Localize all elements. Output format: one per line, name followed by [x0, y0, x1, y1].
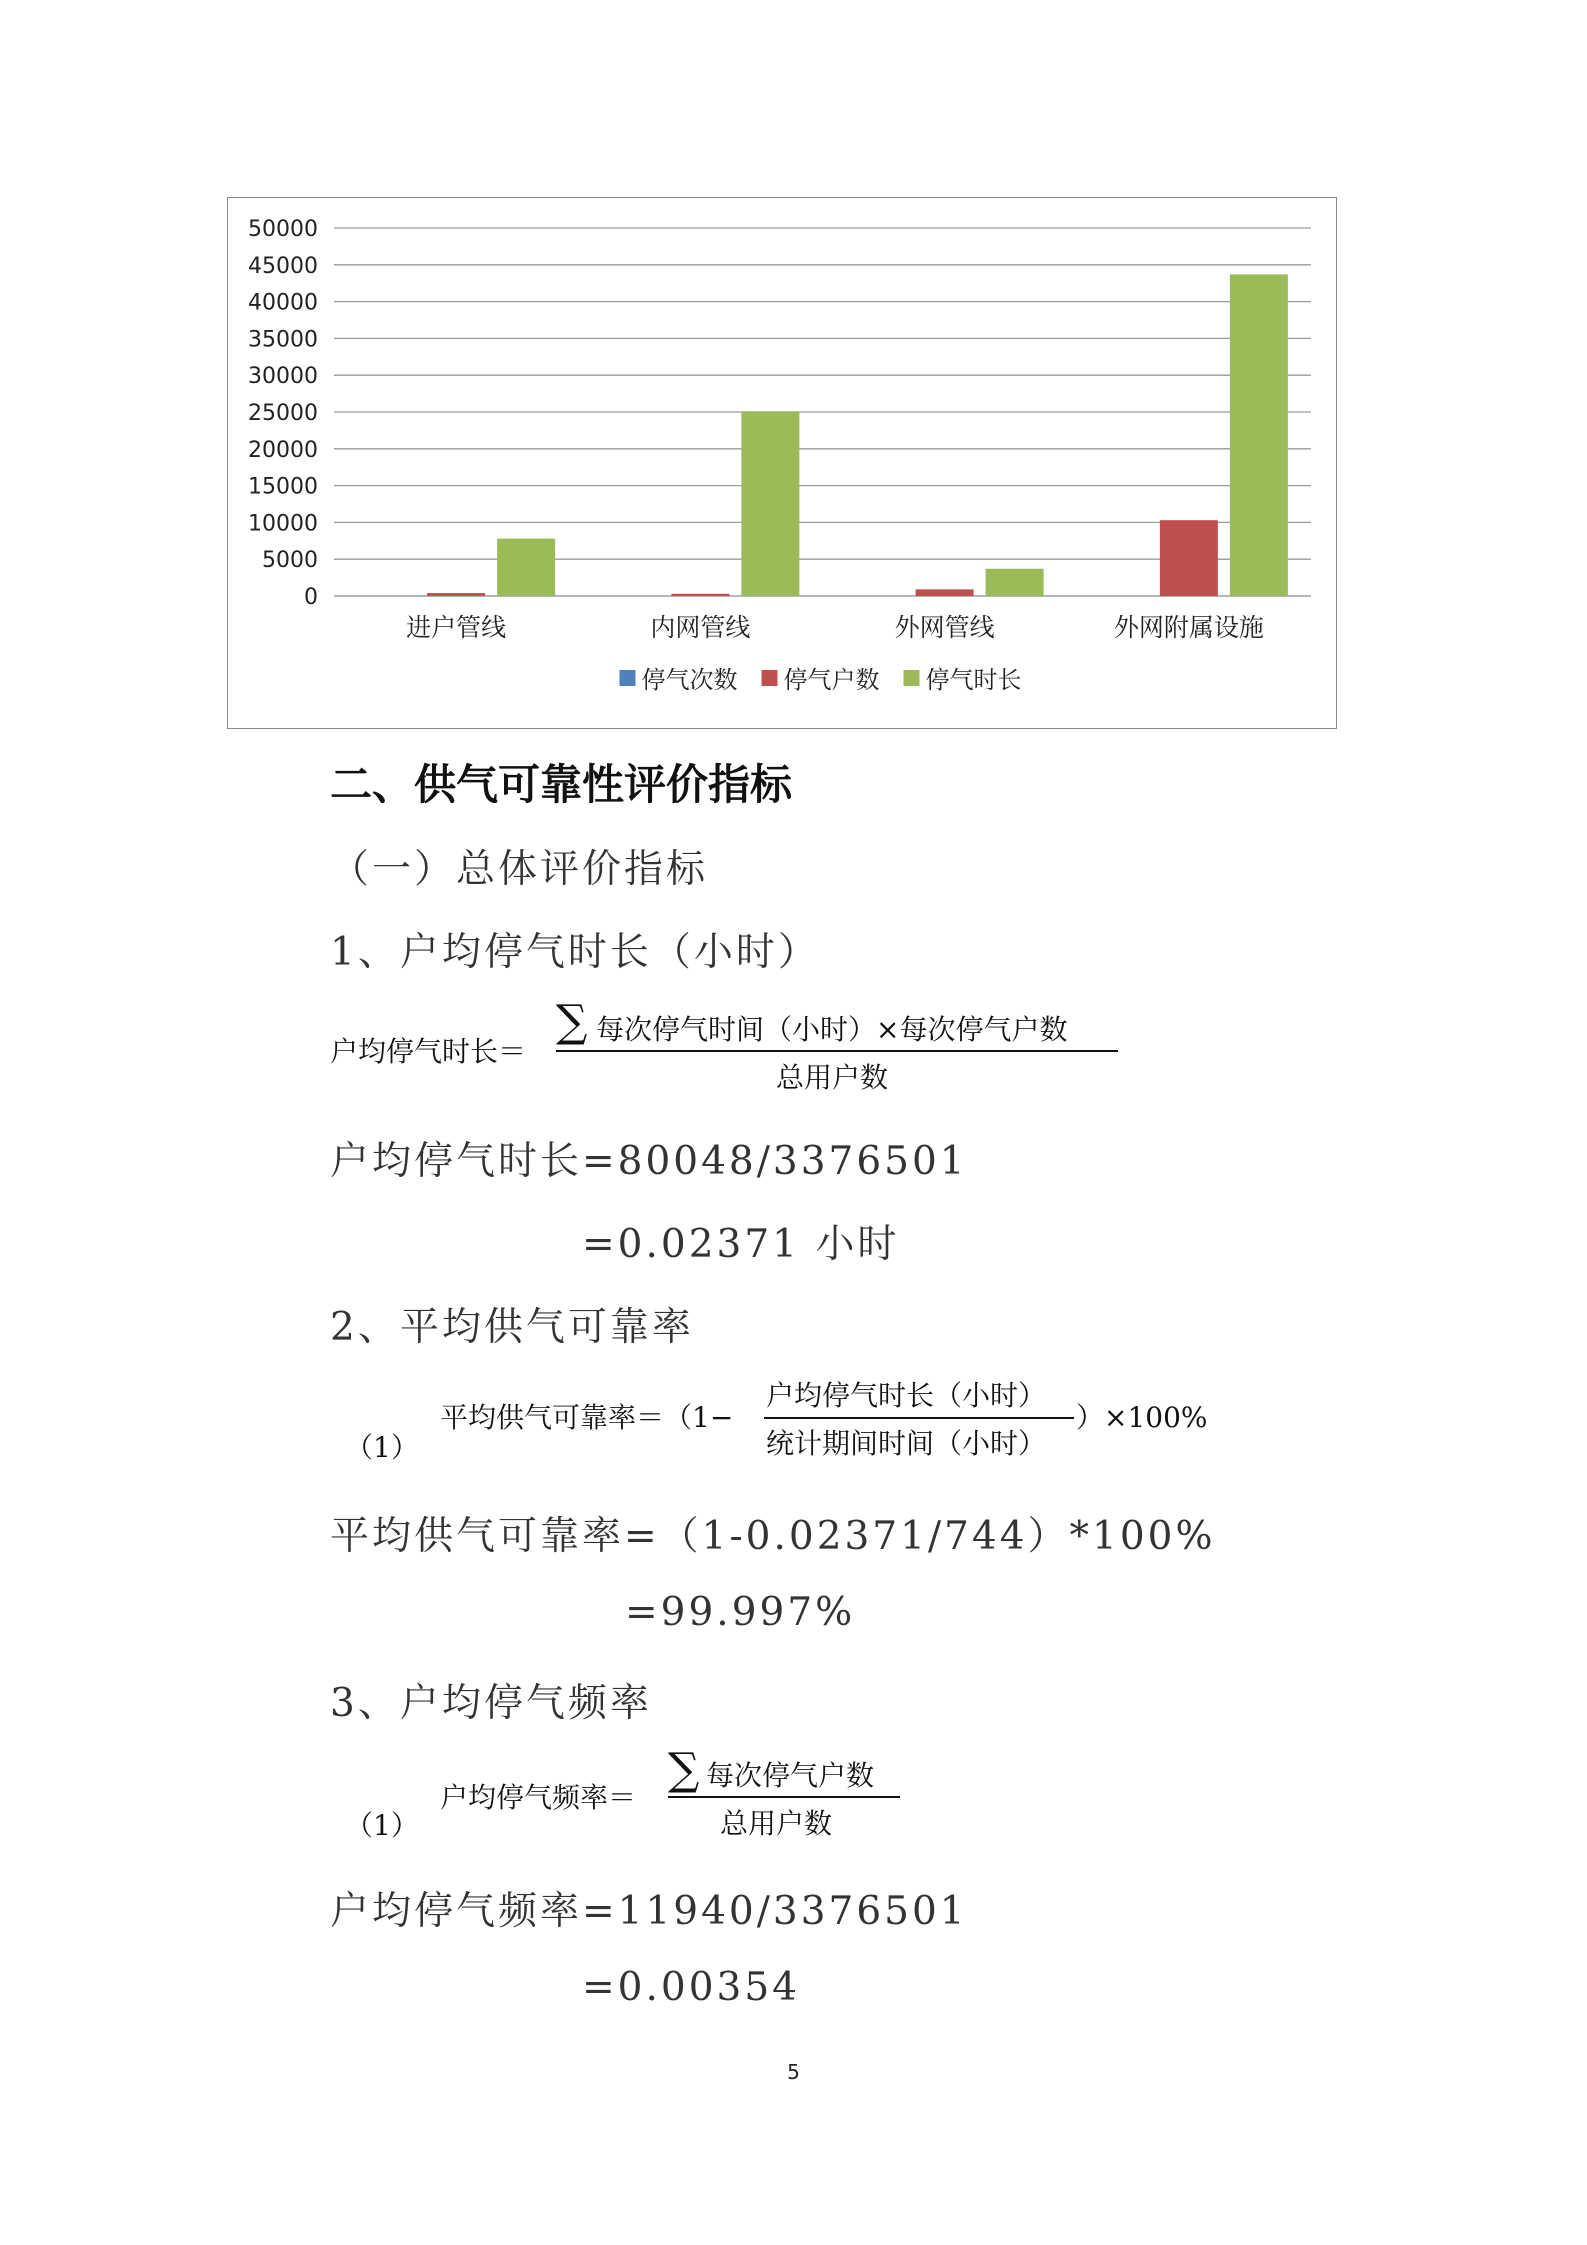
item1-heading: 1、户均停气时长（小时） — [330, 930, 820, 975]
item3-formula-denominator: 总用户数 — [720, 1807, 833, 1840]
item2-calc-line1: 平均供气可靠率=（1-0.02371/744）*100% — [330, 1514, 1216, 1559]
item1-formula-numerator: 每次停气时间（小时）×每次停气户数 — [596, 1013, 1068, 1046]
bar — [986, 569, 1044, 596]
chart-canvas — [228, 198, 1338, 730]
y-tick-label: 35000 — [248, 327, 318, 353]
legend-swatch — [762, 670, 778, 686]
item1-fraction-bar — [556, 1050, 1118, 1052]
x-category-label: 内网管线 — [650, 613, 751, 642]
bar — [497, 539, 555, 596]
bar — [741, 411, 799, 596]
y-tick-label: 25000 — [248, 401, 318, 426]
legend-label: 停气时长 — [925, 666, 1022, 694]
item3-calc-line2: =0.00354 — [582, 1965, 800, 2010]
item2-formula-denominator: 统计期间时间（小时） — [766, 1427, 1047, 1460]
item2-formula-numerator: 户均停气时长（小时） — [766, 1379, 1047, 1412]
item2-formula-lhs: 平均供气可靠率＝（1− — [440, 1401, 734, 1434]
item1-sigma: ∑ — [556, 996, 588, 1047]
item1-calc-line1: 户均停气时长=80048/3376501 — [330, 1139, 968, 1184]
x-category-label: 进户管线 — [406, 613, 507, 642]
item2-index: （1） — [345, 1431, 419, 1464]
item2-fraction-bar — [764, 1417, 1074, 1419]
legend-label: 停气户数 — [783, 666, 880, 694]
item1-formula-lhs: 户均停气时长＝ — [330, 1035, 527, 1068]
bar — [427, 593, 485, 596]
item1-formula-denominator: 总用户数 — [776, 1061, 889, 1094]
y-tick-label: 40000 — [248, 290, 318, 316]
x-category-label: 外网附属设施 — [1113, 613, 1264, 642]
outage-bar-chart — [227, 197, 1337, 729]
y-tick-label: 5000 — [262, 548, 318, 574]
bar — [1230, 274, 1288, 596]
bar — [1160, 520, 1218, 596]
item3-calc-line1: 户均停气频率=11940/3376501 — [330, 1889, 968, 1934]
bar — [916, 589, 974, 596]
x-category-label: 外网管线 — [894, 613, 995, 642]
item3-index: （1） — [345, 1809, 419, 1842]
legend-swatch — [620, 670, 636, 686]
item3-heading: 3、户均停气频率 — [330, 1681, 652, 1726]
item2-calc-line2: =99.997% — [625, 1590, 856, 1635]
legend-swatch — [904, 670, 920, 686]
y-tick-label: 50000 — [248, 217, 318, 242]
item2-heading: 2、平均供气可靠率 — [330, 1305, 694, 1350]
page-number: 5 — [787, 2060, 800, 2084]
item3-fraction-bar — [668, 1796, 900, 1798]
y-tick-label: 30000 — [248, 364, 318, 390]
y-tick-label: 15000 — [248, 474, 318, 500]
legend-label: 停气次数 — [641, 666, 738, 694]
item3-sigma: ∑ — [668, 1744, 700, 1795]
section-title: 二、供气可靠性评价指标 — [330, 760, 793, 809]
bar — [671, 594, 729, 596]
item2-formula-rhs: ）×100% — [1076, 1401, 1208, 1434]
item3-formula-lhs: 户均停气频率＝ — [440, 1781, 637, 1814]
y-tick-label: 0 — [304, 585, 318, 610]
sub-title: （一）总体评价指标 — [330, 847, 709, 892]
item1-calc-line2: =0.02371 小时 — [582, 1222, 900, 1267]
y-tick-label: 45000 — [248, 253, 318, 279]
y-tick-label: 10000 — [248, 511, 318, 537]
item3-formula-numerator: 每次停气户数 — [706, 1759, 875, 1792]
y-tick-label: 20000 — [248, 437, 318, 463]
